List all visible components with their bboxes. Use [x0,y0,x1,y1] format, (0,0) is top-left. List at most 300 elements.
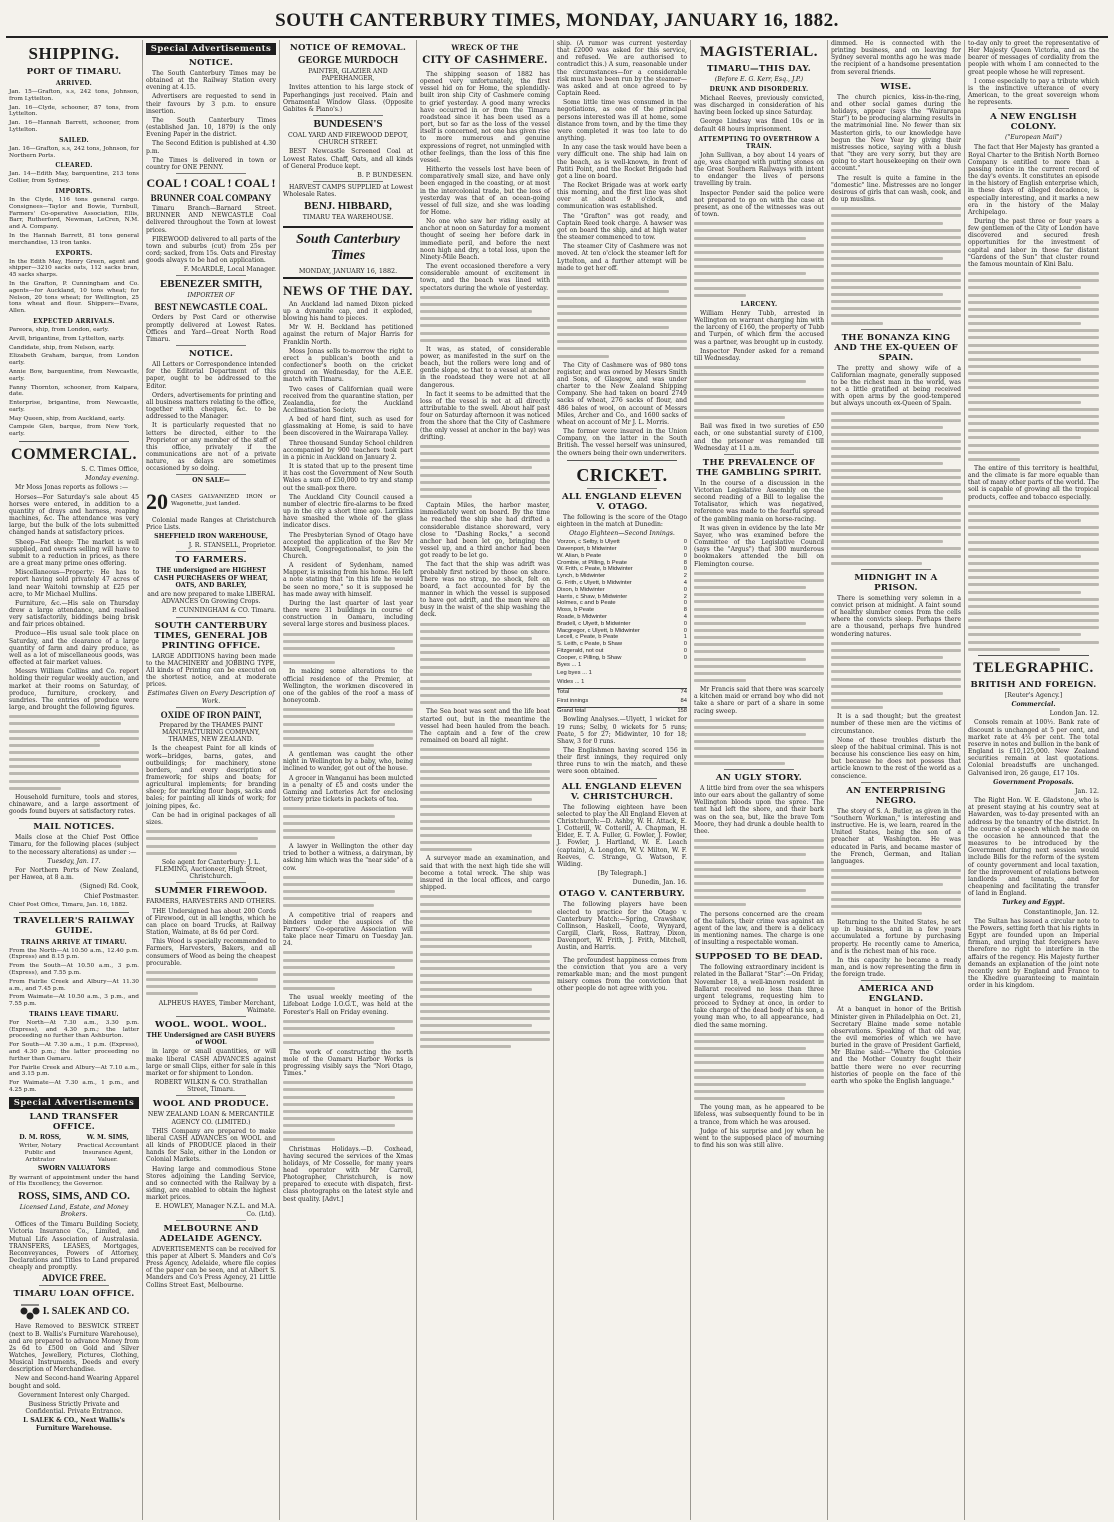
christchurch-heading: ALL ENGLAND ELEVEN V. CHRISTCHURCH. [561,781,683,802]
wreck-cont-3: In any case the task would have been a very difficult one. The ship had lain on the beach, as is well-known, in front of Patiti Point, and the Rocket Brigade had got a line on board. [557,144,687,180]
batsman-name: Lecell, c Peate, b Peate [557,634,619,641]
news-17: The usual weekly meeting of the Lifeboat Lodge I.O.G.T., was held at the Forester's Hall on Friday evening. [283,994,413,1016]
supposed-dead-1: The following extraordinary incident is related in the Ballarat "Star":—On Friday, November 18, a well-known resident in Ballarat received no less than three urgent telegrams, requesting him to proceed to Sydney at once, in order to take charge of the dead body of his son, a young man who, to all appearance, had died the same morning. [694,964,824,1029]
text-filler [968,272,1099,461]
ugly-story-1: A little bird from over the sea whispers into our ears about the gallantry of some Wellington bloods upon the spree. The tent had left the shore, and their bark was on the sea, but, like the brave Tom Moore, they had drunk a double health to thee. [694,784,824,835]
wise-1: The church picnics, kiss-in-the-ring, and other social games during the holidays, appear (says the "Wairarapa Star") to be producing alarming results in the matrimonial line. No fewer than six Masterton girls, to our knowledge have begun the New Year by giving their mistresses notice, saying with a blush that "they are very sorry, but they are going to start housekeeping on their own account." [831,93,961,173]
mail-para-1: Mails close at the Chief Post Office Timaru, for the following places (subject to the necessary alterations) as under :— [9,834,139,856]
scorecard-row [557,648,687,655]
sailed-1: Jan. 16—Grafton, s.s, 242 tons, Johnson, for Northern Ports. [9,145,139,159]
gambling-2: It was given in evidence by the late Mr Sayer, who was examined before the Committee of the Legislative Council (says the "Argus") that 300 murderous bookmakers attended the bill on Flemington course. [694,524,824,568]
special-ads-banner: Special Advertisements [146,43,276,55]
batsman-runs: 0 [683,654,687,661]
supposed-dead-2: The young man, as he appeared to be lifeless, was subsequently found to be in a trance, from which he was aroused. [694,1104,824,1126]
batsman-runs: 0 [683,566,687,573]
iron-ad [146,487,276,517]
expected-2: Arvill, brigantine, from Lyttelton, early. [9,335,125,342]
bundesen-sub: COAL YARD AND FIREWOOD DEPOT, CHURCH STREET. [287,132,409,147]
expected-7: Enterprise, brigantine, from Newcastle, early. [9,400,139,413]
wreck-para-3: No one who saw her riding easily at anchor at noon on Saturday for a moment thought of seeing her before dark in immediate peril, and before the next noon high and dry, a total loss, upon the Ninety-Mile Beach. [420,218,550,261]
byes-row [557,662,687,669]
shipping-heading: SHIPPING. [28,44,120,63]
happiness-text: The profoundest happiness comes from the conviction that you are a very remarkable man; and the most pungent misery comes from the conviction that other people do not agree with you. [557,956,687,993]
magisterial-heading: MAGISTERIAL. [699,44,819,60]
wreck-para-2: Hitherto the vessels lost have been of comparatively small size, and have only been engaged in the coasting, or at most in the intercolonial trade, but the loss of yesterday was that of an ocean-going vessel of full size, and she was loading for Home. [420,166,550,216]
telegraph-place: Dunedin, Jan. 16. [632,879,687,887]
sheffield-heading: SHEFFIELD IRON WAREHOUSE, [154,532,268,540]
scorecard-row [557,546,687,553]
expected-6: Fanny Thornton, schooner, from Kaipara, date. [9,384,139,398]
ross-sims-sub: Licensed Land, Estate, and Money Brokers. [19,1204,129,1219]
text-filler [694,222,824,296]
mail-signature-2: Chief Postmaster. [83,892,139,900]
column-6 [691,40,828,1520]
wreck-cont-6: The steamer City of Cashmere was not moved. At ten o'clock the steamer left for Lyttelton, and a further attempt will be made to get her off. [557,243,687,272]
batsman-name: W. Alian, b Peate [557,552,602,559]
loan-office-heading: TIMARU LOAN OFFICE. [13,1289,135,1300]
divider [176,882,246,883]
larceny-3: Bail was fixed in two sureties of £50 each, or one substantial surety of £100, and the prisoner was remanded till Wednesday at 11 a.m. [694,423,824,452]
twenty-cases: 20 [146,488,168,514]
notice-5: The Times is delivered in town or country for ONE PENNY. [146,156,276,171]
text-filler [694,366,824,419]
batsman-runs: 0 [683,586,687,593]
summer-firewood-text-1: THE Undersigned has about 200 Cords of Firewood, cut in all lengths, which he can place on board Trucks, at Railway Station, Waimate, at 8s 6d per Cord. [146,907,276,937]
oxide-text-2: Is the cheapest Paint for all kinds of work—bridges, barns, gates, and outbuildings; for machinery, stone borders, and every description of framework; for ships and boats; for agricultural implements; for branding sheep; for marking flour bags, sacks and bales; for painting all kinds of work; for joining pipes, &c. [146,745,276,810]
text-filler [283,951,413,990]
wides-label: Wides ... 1 [557,679,585,686]
attempt-2: Inspector Pender said the police were not prepared to go on with the case at present, as one of the witnesses was out of town. [694,189,824,219]
wreck-cont-5: The "Grafton" was got ready, and Captain Reed took charge. A hawser was got on board the ship, and at high water the steamer commenced to tow. [557,212,687,242]
first-innings-value: 84 [680,697,687,704]
farmers-text-2: and are now prepared to make LIBERAL ADVANCES On Growing Crops. [147,590,275,606]
wool-heading: WOOL. WOOL. WOOL. [154,1019,268,1030]
scorecard-row [557,614,687,621]
divider [176,617,246,618]
bonanza-heading: THE BONANZA KING AND THE EX-QUEEN OF SPAIN. [834,332,958,363]
cleared-1: Jan. 14—Edith May, barquentine, 213 tons Collier, from Sydney. [9,171,139,185]
divider [587,778,657,779]
oxide-heading: OXIDE OF IRON PAINT, [160,709,262,720]
notice2-1: All Letters or Correspondence intended for the Editorial Department of this paper, ought to be addressed to the Editor. [146,361,276,390]
wreck-para-7: Captain Miles, the harbor master, immediately went on board. By the time he reached the ship she had drifted a considerable distance shoreward, very close to "Dashing Rocks," a second anchor had been let go, bringing the vessel up, and a third anchor had been got ready to be let go. [420,502,550,560]
negro-heading: AN ENTERPRISING NEGRO. [846,785,946,806]
partner-sims: W. M. SIMS, [86,1133,129,1141]
text-filler [146,830,276,854]
partner-ross: D. M. ROSS, [19,1133,62,1141]
notice-2: Advertisers are requested to send in their favours by 3 p.m. to ensure insertion. [146,93,276,115]
rule [283,277,413,279]
wreck-para-1: The shipping season of 1882 has opened very unfortunately, the first vessel hid on for Home, the splendidly-built iron ship City of Cashmere coming to grief yesterday. A good many wrecks have occurred in or from the Timaru roadstead since it has been used as a port, but so far as the loss of the vessel itself is concerned, not one has given rise to more numerous and genuine expressions of regret, not unmingled with other feelings, than the loss of this fine vessel. [420,71,550,164]
job-printing-text-1: LARGE ADDITIONS having been made to the MACHINERY and JOBBING TYPE, All kinds of Printing can be executed on the shortest notice, and at moderate prices. [146,652,276,689]
batsman-name: Crombie, st Pilling, b Peate [557,559,627,566]
wreck-para-9: The Sea boat was sent and the life boat started out, but in the meantime the vessel had been hauled from the beach. The captain and a few of the crew remained on board all night. [420,708,550,745]
expected-8: May Queen, ship, from Auckland, early. [9,415,125,422]
news-6: Three thousand Sunday School children accompanied by 900 teachers took part in a picnic in Auckland on January 2. [283,439,413,461]
commercial-para-6: Produce—His usual sale took place on Saturday, and the clearance of a large quantity of farm and dairy produce, as well as a lot of miscellaneous goods, was effected at fair market values. [9,630,139,667]
arrival-1: Jan. 15—Grafton, s.s, 242 tons, Johnson, from Lyttelton. [9,89,139,102]
wreck-cont-8: The former were insured in the Union Company, on the latter in the South British. The vessel herself was uninsured, the owners being their own underwriters. [557,428,687,457]
today-heading: TIMARU—THIS DAY. [706,64,812,74]
scorecard-row [557,655,687,662]
midnight-1: There is something very solemn in a convict prison at midnight. A faint sound of healthy slumber comes from the cells where the convicts sleep. Perhaps there are a thousand, perhaps five hundred wondering natures. [831,594,961,638]
text-filler [283,1081,413,1141]
scorecard-row [557,539,687,546]
text-filler [420,445,550,498]
exports-1: In the Edith May, Henry Green, agent and shipper—3210 sacks oats, 112 sacks bran, 45 sacks sharps. [9,258,139,279]
batsman-name: Roade, b Midwinter [557,613,607,620]
wool-text-2: in large or small quantities, or will make liberal CASH ADVANCES against large or small Clips, either for sale in this market or for shipment to London. [146,1048,276,1077]
turkey-news: The Sultan has issued a circular note to the Powers, setting forth that his rights in Egypt are founded upon an Imperial firman, and urging that foreigners have therefore no right to interfere in the affairs of the regency. His Majesty further demands an explanation of the joint note recently sent by England and France to the Khedive guaranteeing to maintain order in his kingdom. [968,917,1099,990]
news-3: Moss Jonas sells to-morrow the right to erect a publican's booth and a confectioner's booth on the cricket ground on Wednesday, for the A.E.E. match with Timaru. [283,347,413,384]
batsman-name: S. Leith, c Peate, b Shaw [557,641,623,648]
wreck-para-6: In fact it seems to be admitted that the loss of the vessel is not at all directly attributable to the swell. About half past four on Saturday afternoon it was noticed from the shore that the City of Cashmere (the only vessel at anchor in the bay) was drifting. [420,390,550,441]
commercial-date: Monday evening. [85,475,139,483]
news-16: A competitive trial of reapers and binders under the auspices of the Farmers' Co-operative Association will take place near Timaru on Tuesday Jan. 24. [283,911,413,948]
batsman-name: Dixon, b Midwinter [557,586,605,593]
ebenezer-coal: BEST NEWCASTLE COAL. [154,302,268,313]
america-cont-1: to-day only to greet the representative of Her Majesty Queen Victoria, and as the bearer of messages of cordiality from the people with whom I am connected to the great people whose he will represent. [968,40,1099,76]
colony-3: The entire of this territory is healthful, and the climate is far more equable than that of many other parts of the world. The soil is capable of growing all the tropical products, coffee and tobacco especially. [968,465,1099,501]
mail-signature-1: (Signed) Rd. Cook, [79,883,139,891]
batsman-runs: 1 [683,634,687,641]
scorecard-row [557,607,687,614]
british-foreign-heading: BRITISH AND FOREIGN. [970,679,1097,690]
pawnbroker-balls-icon [19,1302,41,1320]
scorecard [557,539,687,661]
batsman-name: W. Frith, c Peate, b Midwinter [557,566,633,573]
special-ads-banner: Special Advertisements [9,1097,139,1109]
turkey-place: Constantinople, Jan. 12. [1023,908,1099,916]
byes-label: Byes ... 1 [557,661,582,668]
text-filler [420,748,550,851]
batsman-runs: 8 [683,607,687,614]
oxide-text-1: Prepared by the THAMES PAINT MANUFACTURING COMPANY, THAMES, NEW ZEALAND. [159,721,263,744]
scorecard-row [557,580,687,587]
expected-3: Candidate, ship, from Nelson, early. [9,344,115,351]
divider [313,181,383,182]
total-label: Total [557,688,570,695]
notice2-3: It is particularly requested that no letters be directed, either to the Proprietor or any member of the staff of this office, privately if the communications are not of a private nature, as delays are sometimes occasioned by so doing. [146,422,276,473]
gambling-3: Mr Francis said that there was scarcely a kitchen maid or errand boy who did not take a share or part of a share in some racing sweep. [694,686,824,715]
total-value: 74 [680,688,687,695]
sheffield-signature: J. R. STANSELL, Proprietor. [188,542,276,550]
arrival-3: Jan. 16—Hannah Barrett, schooner, from Lyttelton. [9,120,139,133]
ebenezer-sub: IMPORTER OF [187,292,235,300]
divider [587,488,657,489]
news-15: A lawyer in Wellington the other day tried to bother a witness, a dairyman, by asking him which was the "near side" of a cow. [283,843,413,872]
news-11: During the last quarter of last year there were 31 buildings in course of construction in Oamaru, including several large stores and business places. [283,599,413,629]
news-7: It is stated that up to the present time it has cost the Government of New South Wales a sum of £50,000 to try and stamp out the small-pox there. [283,463,413,492]
brunner-signature: F. McARDLE, Local Manager. [183,266,276,274]
divider [567,460,677,461]
batsman-name: Cooper, c Pilling, b Shaw [557,654,622,661]
salek-logo [9,1302,139,1320]
column-4 [417,40,554,1520]
text-filler [283,876,413,908]
otago-canterbury-text: The following players have been elected to practice for the Otago v. Canterbury Match:—Spring, Crawshaw, Collinson, Haskell, Coote, Wynyard, Cargill, Clark, Ross, Rattray, Dixon, Davenport, W. Frith, J. Frith, Mitchell, Austin, and Harris. [557,901,687,952]
job-printing-text-2: Estimates Given on Every Description of Work. [147,690,275,705]
cricket-intro: The following is the score of the Otago eighteen in the match at Dunedin: [557,513,687,528]
drunk-1: Michael Reeves, previously convicted, was discharged in consideration of his having been locked up since Saturday. [694,95,824,117]
salek-text-1: Have Removed to BESWICK STREET (next to B. Wallis's Furniture Warehouse), and are prepared to advance Money from 2s 6d to £500 on Gold and Silver Watches, Jewellery, Pictures, Clothing, Musical Instruments, Deeds and every description of Merchandise. [9,1323,139,1374]
news-13: A gentleman was caught the other night in Wellington by a baby, who, being inclined to wander, got out of the house. [283,751,413,773]
news-1: An Auckland lad named Dixon picked up a dynamite cap, and it exploded, blowing his hand to pieces. [283,300,413,323]
text-filler [694,839,824,906]
commercial-heading: COMMERCIAL. [11,446,137,464]
text-filler [831,207,961,324]
sworn-valuators: SWORN VALUATORS [37,1165,111,1173]
text-filler [146,971,276,995]
text-filler [831,412,961,565]
train-6: For South—At 7.30 a.m., 1 p.m. (Express), and 4.30 p.m.; the latter proceeding no further than Oamaru. [9,1042,139,1062]
mail-para-2: For Northern Ports of New Zealand, per Hawea, at 8 a.m. [9,867,139,882]
cleared-heading: CLEARED. [55,162,93,170]
bonanza-text: The pretty and showy wife of a Californian magnate, generally supposed to be the richest man in the world, was not a little gratified at being received with open arms by the good-tempered but always uncouth ex-Queen of Spain. [831,364,961,408]
train-3: From Fairlie Creek and Albury—At 11.30 a.m., and 7.45 p.m. [9,978,139,992]
attempt-1: John Sullivan, a boy about 14 years of age, was charged with putting stones on the Great Southern Railways with intent to endanger the lives of persons travelling by train. [694,151,824,188]
ebenezer-text: Orders by Post Card or otherwise promptly delivered at Lowest Rates. Offices and Yard—Great North Road Timaru. [146,314,276,343]
colony-1: The fact that Her Majesty has granted a Royal Charter to the British North Borneo Company is entitled to more than a passing notice in the current record of the day's events. It constitutes an episode in the history of English enterprise which, in these days of alleged decadence, is especially interesting, and it marks a new era in the history of the Malay Archipelago. [968,144,1099,216]
legbyes-row [557,670,687,677]
expected-4: Elizabeth Graham, barque, from London early. [9,353,139,367]
colony-heading: A NEW ENGLISH COLONY. [990,112,1077,133]
drunk-2: George Lindsay was fined 10s or in default 48 hours imprisonment. [694,118,824,133]
issue-date: MONDAY, JANUARY 16, 1882. [298,266,398,275]
notice-4: The Second Edition is published at 4.30 p.m. [146,140,276,155]
divider [176,275,246,276]
text-filler [831,869,961,915]
wreck-para-5: It was, as stated, of considerable power, as manifested in the surf on the beach, but the rollers were long and of gentle slope, so that to a vessel at anchor in the roadstead they were not at all dangerous. [420,345,550,389]
port-heading: PORT OF TIMARU. [26,67,122,77]
notice-3: The South Canterbury Times (established Jan. 10, 1879) is the only Evening Paper in the district. [146,116,276,139]
divider [861,78,931,79]
railway-guide-heading: TRAVELLER'S RAILWAY GUIDE. [13,915,135,936]
partner-sims-title: Practical Accountant Insurance Agent, Valuer. [77,1143,139,1163]
batsman-runs: 0 [683,641,687,648]
batsman-name: Lynch, b Midwinter [557,573,606,580]
america-heading: AMERICA AND ENGLAND. [858,984,934,1005]
scorecard-row [557,553,687,560]
nz-loan-text-2: Having large and commodious Stone Stores adjoining the Landing Service, and so connected with the Railway by a siding, are enabled to obtain the highest market prices. [146,1165,276,1202]
ugly-story-2: The persons concerned are the cream of the tailors, their crime was against an agent of the law, and there is a delicacy in mentioning names. The charge is one of insulting a respectable woman. [694,910,824,947]
batsman-runs: 0 [683,627,687,634]
batsman-name: Macgregor, c Ulyett, b Midwinter [557,627,640,634]
murdoch-heading: GEORGE MURDOCH [297,55,399,66]
otago-canterbury-heading: OTAGO V. CANTERBURY. [558,889,686,900]
cricket-match-heading: ALL ENGLAND ELEVEN V. OTAGO. [561,491,683,512]
batsman-runs: 2 [683,573,687,580]
colony-2: During the past three or four years a few gentlemen of the City of London have discovered and secured fresh opportunities for the investment of capital and labor in those far distant "Gardens of the Sun" that cluster round the famous mountain of Kini Balu. [968,217,1099,268]
scorecard-row [557,573,687,580]
otago-innings-heading: Otago Eighteen—Second Innings. [569,530,675,538]
notice-1: The South Canterbury Times may be obtained at the Railway Station every evening at 4.15. [146,70,276,92]
twenty-cases-text: CASES GALVANIZED IRON or Wagonette, just landed. [171,493,276,507]
trains-arrive-heading: TRAINS ARRIVE AT TIMARU. [21,938,127,946]
divider [978,655,1089,656]
batsman-runs: 4 [683,613,687,620]
divider [861,569,931,570]
scorecard-row [557,594,687,601]
summer-firewood-signature: ALPHEUS HAYES, Timber Merchant, Waimate. [158,999,276,1014]
on-sale: ON SALE— [192,477,230,485]
commercial-subheading: Commercial. [1011,701,1056,709]
melbourne-text: ADVERTISEMENTS can be received for this paper at Albert S. Manders and Co's Press Agency, Adelaide, where file copies of the paper can be seen, and at Albert S. Manders and Co's Press Agency, 21 Little Collins Street East, Melbourne. [146,1245,276,1289]
wool-produce-heading: WOOL AND PRODUCE. [152,1099,270,1110]
news-9: The Presbyterian Synod of Otago have accepted the application of the Rev Mr Maxwell, Congregationalist, to join the Church. [283,531,413,560]
nz-loan-text-1: THIS Company are prepared to make liberal CASH ADVANCES on WOOL and all kinds of PRODUCE placed in their hands for Sale, either in the London or Colonial Markets. [146,1127,276,1164]
murdoch-text: Invites attention to his large stock of Paperhangings just received. Plain and Ornamental Window Glass. (Opposite Gabites & Piano's.) [283,84,413,113]
news-heading: NEWS OF THE DAY. [283,282,413,298]
scorecard-row [557,600,687,607]
scorecard-row [557,560,687,567]
text-filler [283,807,413,839]
attempt-heading: ATTEMPTING TO OVERTHROW A TRAIN. [698,135,820,150]
divider [19,818,129,819]
commercial-office: S. C. Times Office, [81,466,139,474]
divider [724,454,794,455]
ross-sims-text: Offices of the Timaru Building Society, Victoria Insurance Co., Limited, and Mutual Life Association of Australasia. TRANSFERS, LEASES, Mortgages, Reconveyances, Powers of Attorney, Declarations and Titles to Land prepared cheaply and promptly. [9,1221,139,1272]
agency-tag: [Reuter's Agency.] [1004,691,1063,699]
first-innings-label: First innings [557,697,589,704]
america-cont-2: I come especially to pay a tribute which is the instinctive utterance of every American, to the great sovereign whom he represents. [968,77,1099,107]
train-8: For Waimate—At 7.30 a.m., 1 p.m., and 4.25 p.m. [9,1080,139,1094]
divider [861,980,931,981]
expected-1: Pareora, ship, from London, early. [9,326,109,333]
midnight-heading: MIDNIGHT IN A PRISON. [854,572,938,593]
oxide-text-3: Can be had in original packages of all sizes. [146,811,276,826]
bundesen-heading: BUNDESEN'S [313,118,383,131]
iron-ad-text: Colonial made Ranges at Christchurch Price Lists. [146,516,276,531]
commercial-para-5: Furniture, &c.—His sale on Thursday drew a large attendance, and realised very satisfactorily, biddings being brisk and fair prices obtained. [9,599,139,629]
brunner-text-2: FIREWOOD delivered to all parts of the town and suburbs (cut) from 25s per cord; sacked, from 15s. Oats and Firestay goods always to be had on application. [146,235,276,265]
wool-text-1: THE Undersigned are CASH BUYERS of WOOL [146,1031,276,1047]
batsman-name: Harris, c Shaw, b Midwinter [557,593,628,600]
commercial-para-2: Horses—For Saturday's sale about 45 horses were entered, in addition to a quantity of drays and harness, reaping machines, &c. The attendance was very large, but the bulk of the lots submitted changed hands at satisfactory prices. [9,493,139,537]
notice-heading: NOTICE. [188,58,234,68]
commercial-para-4: Miscellaneous—Property: He has to report having sold privately 47 acres of land near Waitohi township at £25 per acre, to Mr Michael Mullins. [9,569,139,598]
harvest-camps: HARVEST CAMPS SUPPLIED at Lowest Wholesale Rates. [283,184,413,199]
imports-2: In the Hannah Barrett, 81 tons general merchandise, 13 iron tanks. [9,232,139,246]
imports-1: In the Clyde, 116 tons general cargo. Consignees—Taylor and Bowie, Turnbull, Farmers' Co-operative Association, Ellis, Barr, Rutherford, Newman, LeCren, N.M. and A. Company. [9,196,139,231]
arrived-heading: ARRIVED. [55,80,93,87]
notice2-2: Orders, advertisements for printing and all business matters relating to the office, together with cheques, &c. to be addressed to the Manager. [146,391,276,421]
column-8 [965,40,1102,1520]
batsman-runs: 0 [683,600,687,607]
sailed-heading: SAILED. [59,136,89,144]
salek-name: I. SALEK AND CO. [42,1305,130,1317]
expected-9: Campsie Glen, barque, from New York, early. [9,424,139,438]
wise-heading: WISE. [880,81,912,92]
paper-title: South Canterbury Times [296,231,400,263]
america-1: At a banquet in honor of the British Minister given in Philadelphia on Oct. 21, Secretary Blaine made some notable observations. Speaking of that old war, the evil memories of which we have buried in the grave of President Garfield, Mr Blaine said:—"Where the Colonies and the Mother Country fought their battle there were no ever recurring histories of people on the face of the earth who spoke the English language." [831,1006,961,1085]
melbourne-heading: MELBOURNE AND ADELAIDE AGENCY. [159,1223,263,1244]
mail-heading: MAIL NOTICES. [33,822,115,833]
batsman-runs: 0 [683,620,687,627]
divider [176,707,246,708]
news-14: A grocer in Wanganui has been mulcted in a penalty of £5 and costs under the Gaming and Lotteries Act for enclosing lottery prize tickets in packets of tea. [283,774,413,804]
text-filler [968,505,1099,651]
divider [176,551,246,552]
divider [176,1016,246,1017]
divider [176,345,246,346]
exports-heading: EXPORTS. [55,249,93,257]
news-10: A resident of Sydenham, named Mapper, is missing from his home. He left a note stating that "in this life he would be seen no more," so it is supposed he has made away with himself. [283,562,413,598]
midnight-3: None of these troubles disturb the sleep of the habitual criminal. This is not because his conscience lies easy on him, but because he does not possess that article known to the rest of the world as a conscience. [831,736,961,780]
wool-signature: ROBERT WILKIN & CO. Strathallan Street, Timaru. [154,1079,268,1094]
grand-total-row [557,707,687,715]
wise-2: The result is quite a famine in the "domestic" line. Mistresses are no longer desirous of girls that can wash, cook, and do up muslins. [831,174,961,203]
government-place: Jan. 12. [1075,787,1099,795]
ross-sims-heading: ROSS, SIMS, AND CO. [18,1190,130,1203]
oxide-text-4: Sole agent for Canterbury: J. L. FLEMING, Auctioneer, High Street, Christchurch. [154,858,268,881]
ugly-story-heading: AN UGLY STORY. [715,772,803,783]
nz-loan-signature: E. HOWLEY, Manager N.Z.L. and M.A. Co. (Ltd). [155,1203,276,1218]
bundesen-signature: B. P. BUNDESEN. [357,171,413,179]
train-1: From the North—At 10.50 a.m., 12.40 p.m. (Express) and 8.15 p.m. [9,947,139,961]
imports-heading: IMPORTS. [55,187,93,195]
legbyes-label: Leg byes ... 1 [557,670,592,677]
arrival-2: Jan. 16—Clyde, schooner, 87 tons, from Lyttelton. [9,104,139,118]
batsman-name: Fitzgerald, not out [557,647,604,654]
supposed-dead-3: Judge of his surprise and joy when he went to the supposed place of mourning to find his son was still alive. [694,1127,824,1150]
batsman-runs: 0 [683,647,687,654]
text-filler [420,623,550,705]
batsman-name: Holmes, c and b Peate [557,600,616,607]
news-4: Two cases of Californian quail were received from the quarantine station, per Zealandia, for the Auckland Acclimatisation Society. [283,385,413,415]
brunner-text-1: Timaru Branch—Barnard Street. BRUNNER AND NEWCASTLE Coal delivered throughout the Town at lowest prices. [146,205,276,234]
summer-firewood-heading: SUMMER FIREWOOD. [154,886,268,897]
cont-text: dimmed. He is connected with the printing business, and on leaving for Sydney several months ago he was made the recipient of a handsome presentation from several friends. [831,40,961,76]
scorecard-row [557,634,687,641]
brunner-heading: BRUNNER COAL COMPANY [150,193,272,204]
telegraph-tag: [By Telegraph.] [597,870,647,877]
land-office-heading: LAND TRANSFER OFFICE. [29,1111,119,1132]
text-filler [831,642,961,709]
expected-heading: EXPECTED ARRIVALS. [33,317,115,325]
wreck-para-8: The fact that the ship was adrift was probably first noticed by those on shore. There was no strap, no shock, felt on board, a fact accounted for by the manner in which the vessel is supposed to have got adrift, and the men were all busy in the waist of the ship washing the deck. [420,561,550,619]
larceny-1: William Henry Tubb, arrested in Wellington on warrant charging him with the larceny of £160, the property of Tubb and Turpen, of which firm the accused was a partner, was brought up in custody. [694,309,824,346]
text-filler [9,715,139,789]
batsman-name: Bradell, c Ulyett, b Midwinter [557,620,631,627]
wreck-cont-4: The Rocket Brigade was at work early this morning, and the first line was shot over at about 9 o'clock, and communication was established. [557,181,687,211]
column-7 [828,40,965,1520]
wreck-heading: WRECK OF THE [451,43,519,52]
negro-2: Returning to the United States, he set up in business, and in a few years accumulated a fortune by purchasing property. He recently came to America, and is the richest man of his race. [831,919,961,955]
scorecard-row [557,621,687,628]
cricket-result: The Englishmen having scored 156 in their first innings, they required only three runs to win the match, and these were soon obtained. [557,746,687,776]
removal-heading: NOTICE OF REMOVAL. [289,43,407,53]
text-filler [283,633,413,665]
train-2: From the South—At 10.50 a.m., 3 p.m. (Express), and 7.55 p.m. [9,963,139,976]
salek-signature: I. SALEK & CO., Next Wallis's Furniture Warehouse. [23,1417,125,1432]
supposed-dead-heading: SUPPOSED TO BE DEAD. [695,952,823,963]
column-1 [6,40,143,1520]
farmers-signature: P. CUNNINGHAM & CO. Timaru. [171,607,276,615]
scorecard-row [557,587,687,594]
before-magistrate: (Before E. G. Kerr, Esq., J.P.) [714,76,804,83]
summer-firewood-sub: FARMERS, HARVESTERS AND OTHERS. [146,898,276,906]
batsman-name: G. Frith, c Ulyett, b Midwinter [557,580,632,586]
rule [283,226,413,228]
masthead: SOUTH CANTERBURY TIMES, MONDAY, JANUARY 16, 1882. [275,10,839,31]
column-5 [554,40,691,1520]
advice-free: ADVICE FREE. [41,1273,106,1284]
divider [724,948,794,949]
wreck-cont-7: The City of Cashmere was of 980 tons register, and was owned by Messrs Smith and Sons, of Glasgow, and was under charter to the New Zealand Shipping Company. She had taken on board 2749 sacks of wheat, 276 sacks of flour, and 486 bales of wool, on account of Messrs Miles, Archer and Co., and 1600 sacks of wheat on account of Mr J. L. Morris. [557,361,687,426]
divider [19,441,129,442]
salek-text-2: New and Second-hand Wearing Apparel bought and sold. [9,1375,139,1390]
